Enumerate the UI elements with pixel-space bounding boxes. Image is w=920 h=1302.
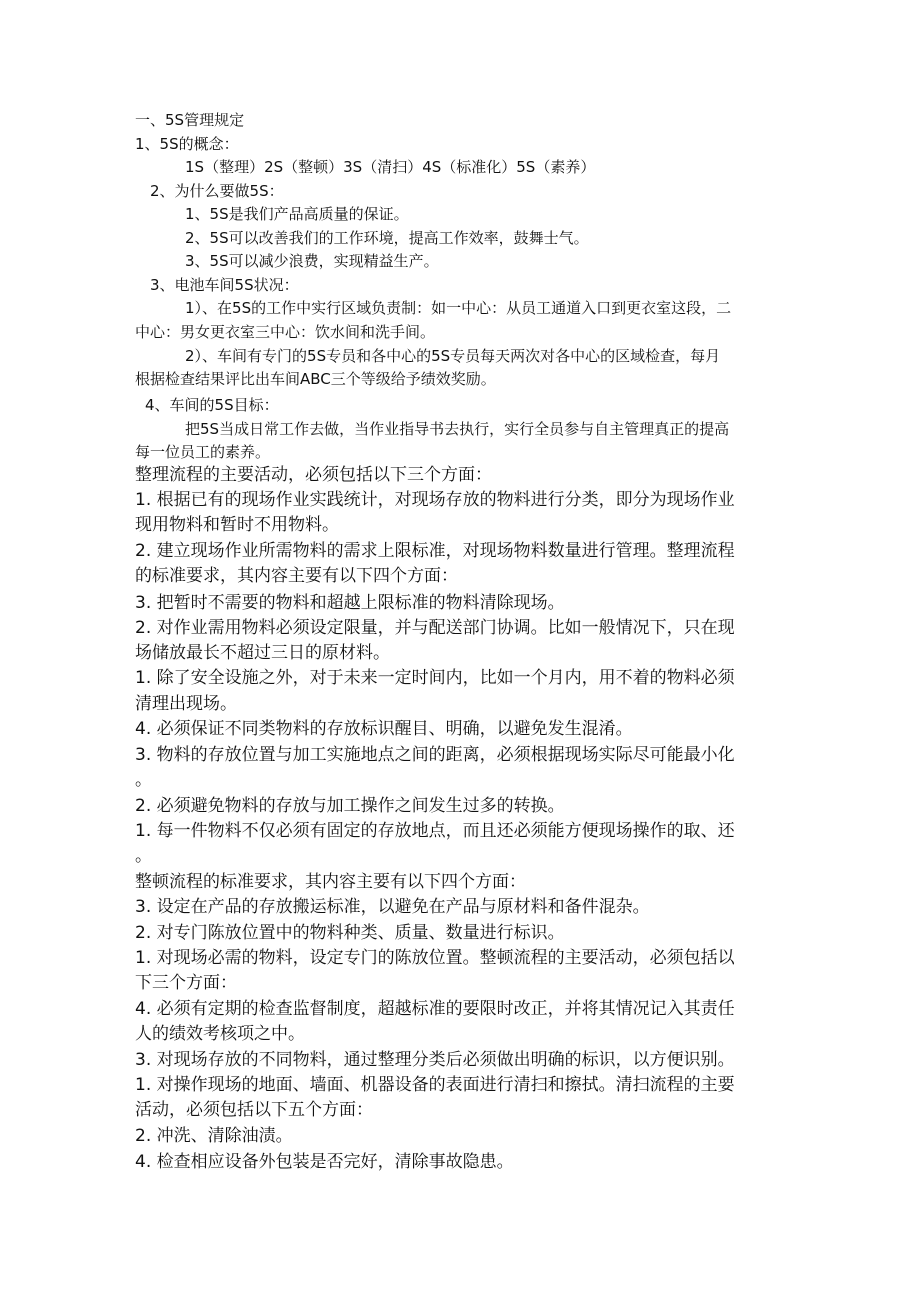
text-line: 1）、在5S的工作中实行区域负责制：如一中心：从员工通道入口到更衣室这段，二 [185, 299, 732, 317]
heading-why-5s: 2、为什么要做5S： [150, 182, 284, 200]
list-item: 2. 建立现场作业所需物料的需求上限标准，对现场物料数量进行管理。整理流程 [135, 541, 735, 561]
list-item: 3. 物料的存放位置与加工实施地点之间的距离，必须根据现场实际尽可能最小化 [135, 745, 735, 765]
text-line: 把5S当成日常工作去做，当作业指导书去执行，实行全员参与自主管理真正的提高 [185, 420, 730, 438]
list-item: 1. 每一件物料不仅必须有固定的存放地点，而且还必须能方便现场操作的取、还 [135, 821, 735, 841]
list-item: 4. 必须保证不同类物料的存放标识醒目、明确，以避免发生混淆。 [135, 719, 633, 739]
list-item: 4. 检查相应设备外包装是否完好，清除事故隐患。 [135, 1152, 514, 1172]
heading-5s-concept: 1、5S的概念： [135, 135, 239, 153]
list-item-continued: 场储放最长不超过三日的原材料。 [135, 643, 390, 663]
list-item: 1. 除了安全设施之外，对于未来一定时间内，比如一个月内，用不着的物料必须 [135, 668, 735, 688]
list-item: 3. 对现场存放的不同物料，通过整理分类后必须做出明确的标识，以方便识别。 [135, 1050, 735, 1070]
list-item-continued: 。 [135, 846, 152, 866]
heading-workshop-status: 3、电池车间5S状况： [150, 276, 299, 294]
list-item-continued: 。 [135, 770, 152, 790]
list-item: 2. 冲洗、清除油渍。 [135, 1126, 293, 1146]
list-item: 1. 根据已有的现场作业实践统计，对现场存放的物料进行分类，即分为现场作业 [135, 490, 735, 510]
text-line: 1S（整理）2S（整顿）3S（清扫）4S（标准化）5S（素养） [185, 158, 596, 176]
list-item-continued: 现用物料和暂时不用物料。 [135, 515, 339, 535]
list-item: 2. 对专门陈放位置中的物料种类、质量、数量进行标识。 [135, 923, 565, 943]
list-item-continued: 的标准要求，其内容主要有以下四个方面： [135, 566, 458, 586]
list-item: 2. 对作业需用物料必须设定限量，并与配送部门协调。比如一般情况下，只在现 [135, 618, 735, 638]
list-item: 1. 对现场必需的物料，设定专门的陈放位置。整顿流程的主要活动，必须包括以 [135, 948, 735, 968]
list-item-continued: 清理出现场。 [135, 694, 237, 714]
text-line: 整顿流程的标准要求，其内容主要有以下四个方面： [135, 872, 526, 892]
text-line: 整理流程的主要活动，必须包括以下三个方面： [135, 465, 492, 485]
list-item-continued: 活动，必须包括以下五个方面： [135, 1100, 373, 1120]
text-line: 每一位员工的素养。 [135, 443, 271, 461]
text-line: 2）、车间有专门的5S专员和各中心的5S专员每天两次对各中心的区域检查，每月 [185, 347, 721, 365]
list-item: 1. 对操作现场的地面、墙面、机器设备的表面进行清扫和擦拭。清扫流程的主要 [135, 1075, 735, 1095]
list-item-continued: 人的绩效考核项之中。 [135, 1024, 305, 1044]
list-item: 3. 设定在产品的存放搬运标准，以避免在产品与原材料和备件混杂。 [135, 897, 650, 917]
list-item: 3. 把暂时不需要的物料和超越上限标准的物料清除现场。 [135, 593, 565, 613]
heading-5s-goal: 4、车间的5S目标： [145, 396, 279, 414]
text-line: 1、5S是我们产品高质量的保证。 [185, 205, 409, 223]
text-line: 2、5S可以改善我们的工作环境，提高工作效率，鼓舞士气。 [185, 229, 589, 247]
list-item: 2. 必须避免物料的存放与加工操作之间发生过多的转换。 [135, 796, 565, 816]
section-title: 一、5S管理规定 [135, 111, 245, 129]
text-line: 中心：男女更衣室三中心：饮水间和洗手间。 [135, 323, 436, 341]
list-item-continued: 下三个方面： [135, 973, 237, 993]
text-line: 根据检查结果评比出车间ABC三个等级给予绩效奖励。 [135, 370, 496, 388]
list-item: 4. 必须有定期的检查监督制度，超越标准的要限时改正，并将其情况记入其责任 [135, 999, 735, 1019]
text-line: 3、5S可以减少浪费，实现精益生产。 [185, 252, 439, 270]
